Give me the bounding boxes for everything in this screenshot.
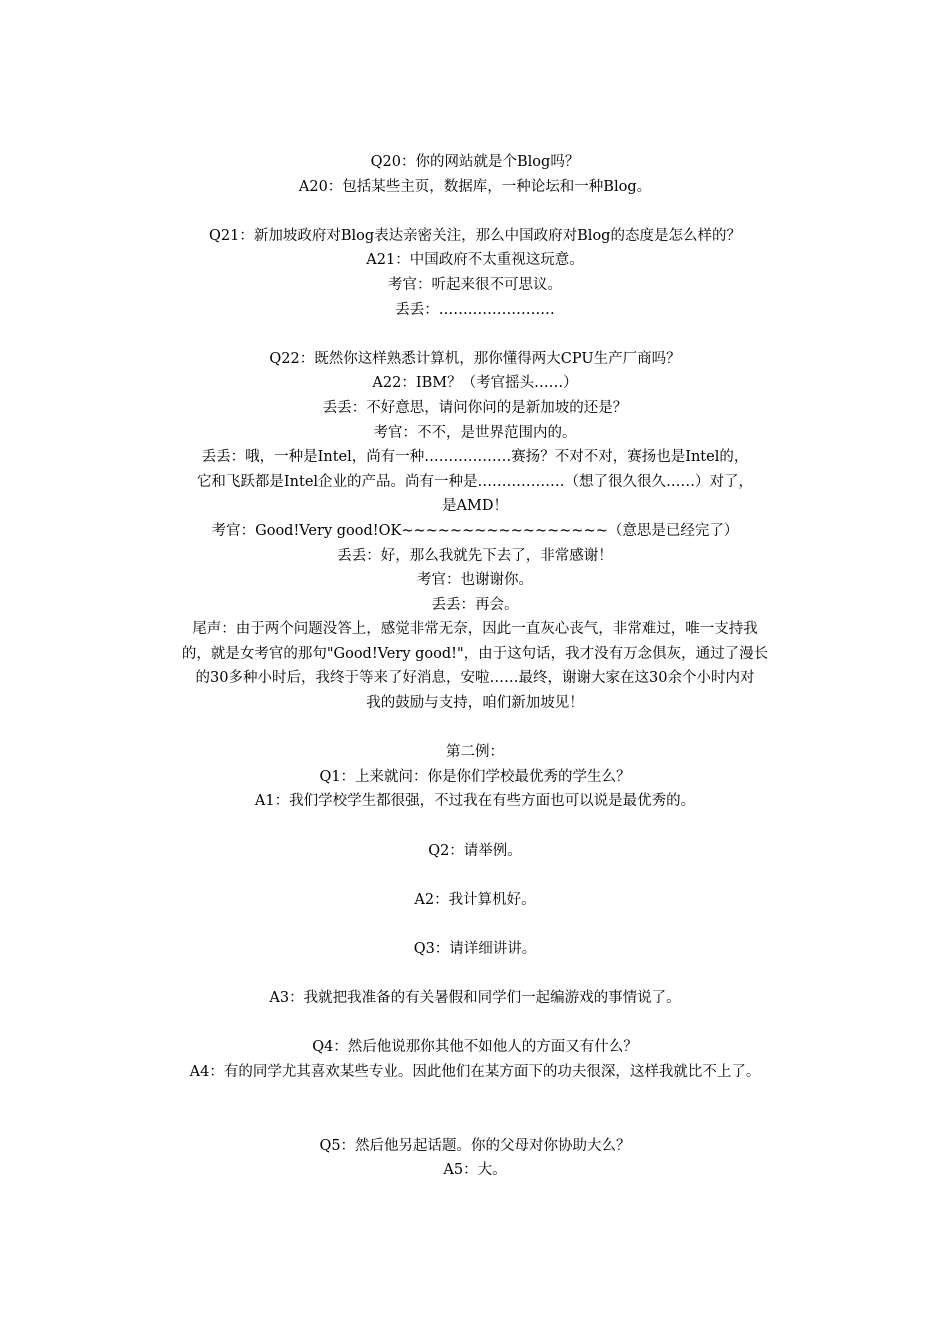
blank-line [140,322,810,347]
answer-a4: A4：有的同学尤其喜欢某些专业。因此他们在某方面下的功夫很深，这样我就比不上了。 [189,1063,761,1080]
document-body [140,150,810,1183]
question-q2: Q2：请举例。 [428,842,522,859]
blank-line [140,1109,810,1134]
dialogue-diudiu: 丢丢：好，那么我就先下去了，非常感谢！ [337,547,613,564]
blank-line [140,716,810,741]
dialogue-examiner: 考官：也谢谢你。 [417,572,533,589]
epilogue-paragraph: 的，就是女考官的那句"Good!Very good!"，由于这句话，我才没有万念俱灰，通过了漫长 [181,645,769,662]
blank-line [140,199,810,224]
answer-a22: A22：IBM？（考官摇头……） [372,375,578,392]
dialogue-diudiu: 丢丢：不好意思，请问你问的是新加坡的还是？ [322,399,628,416]
dialogue-examiner: 考官：Good!Very good!OK~~~~~~~~~~~~~~~~~（意思是已经完了） [211,522,739,539]
blank-line [140,912,810,937]
dialogue-examiner: 考官：听起来很不可思议。 [388,276,562,293]
blank-line [140,962,810,987]
question-q5: Q5：然后他另起话题。你的父母对你协助大么？ [319,1137,631,1154]
dialogue-diudiu: 丢丢：…………………… [395,301,555,318]
question-q21: Q21：新加坡政府对Blog表达亲密关注，那么中国政府对Blog的态度是怎么样的？ [209,227,741,244]
blank-line [140,1011,810,1036]
answer-a1: A1：我们学校学生都很强，不过我在有些方面也可以说是最优秀的。 [254,793,696,810]
answer-a3: A3：我就把我准备的有关暑假和同学们一起编游戏的事情说了。 [269,990,681,1007]
question-q1: Q1：上来就问：你是你们学校最优秀的学生么？ [319,768,631,785]
dialogue-diudiu-continued: 是AMD！ [442,498,508,515]
dialogue-diudiu: 丢丢：哦，一种是Intel，尚有一种………………赛扬？不对不对，赛扬也是Intel的， [201,449,749,466]
epilogue-paragraph: 尾声：由于两个问题没答上，感觉非常无奈，因此一直灰心丧气，非常难过，唯一支持我 [192,621,758,638]
epilogue-paragraph: 我的鼓励与支持，咱们新加坡见！ [366,695,584,712]
question-q4: Q4：然后他说那你其他不如他人的方面又有什么？ [312,1039,638,1056]
dialogue-diudiu-continued: 它和飞跃都是Intel企业的产品。尚有一种是………………（想了很久很久……）对了， [196,473,754,490]
dialogue-diudiu: 丢丢：再会。 [431,596,519,613]
dialogue-examiner: 考官：不不，是世界范围内的。 [373,424,577,441]
epilogue-paragraph: 的30多种小时后，我终于等来了好消息，安啦……最终，谢谢大家在这30余个小时内对 [195,670,755,687]
answer-a2: A2：我计算机好。 [414,891,536,908]
blank-line [140,1085,810,1110]
question-q20: Q20：你的网站就是个Blog吗？ [370,154,580,170]
question-q22: Q22：既然你这样熟悉计算机，那你懂得两大CPU生产厂商吗？ [269,350,681,367]
answer-a5: A5：大。 [443,1162,507,1179]
section-heading-example-2: 第二例： [446,744,504,761]
question-q3: Q3：请详细讲讲。 [413,941,537,957]
answer-a21: A21：中国政府不太重视这玩意。 [366,252,584,269]
blank-line [140,863,810,888]
blank-line [140,814,810,839]
answer-a20: A20：包括某些主页，数据库，一种论坛和一种Blog。 [298,178,652,195]
